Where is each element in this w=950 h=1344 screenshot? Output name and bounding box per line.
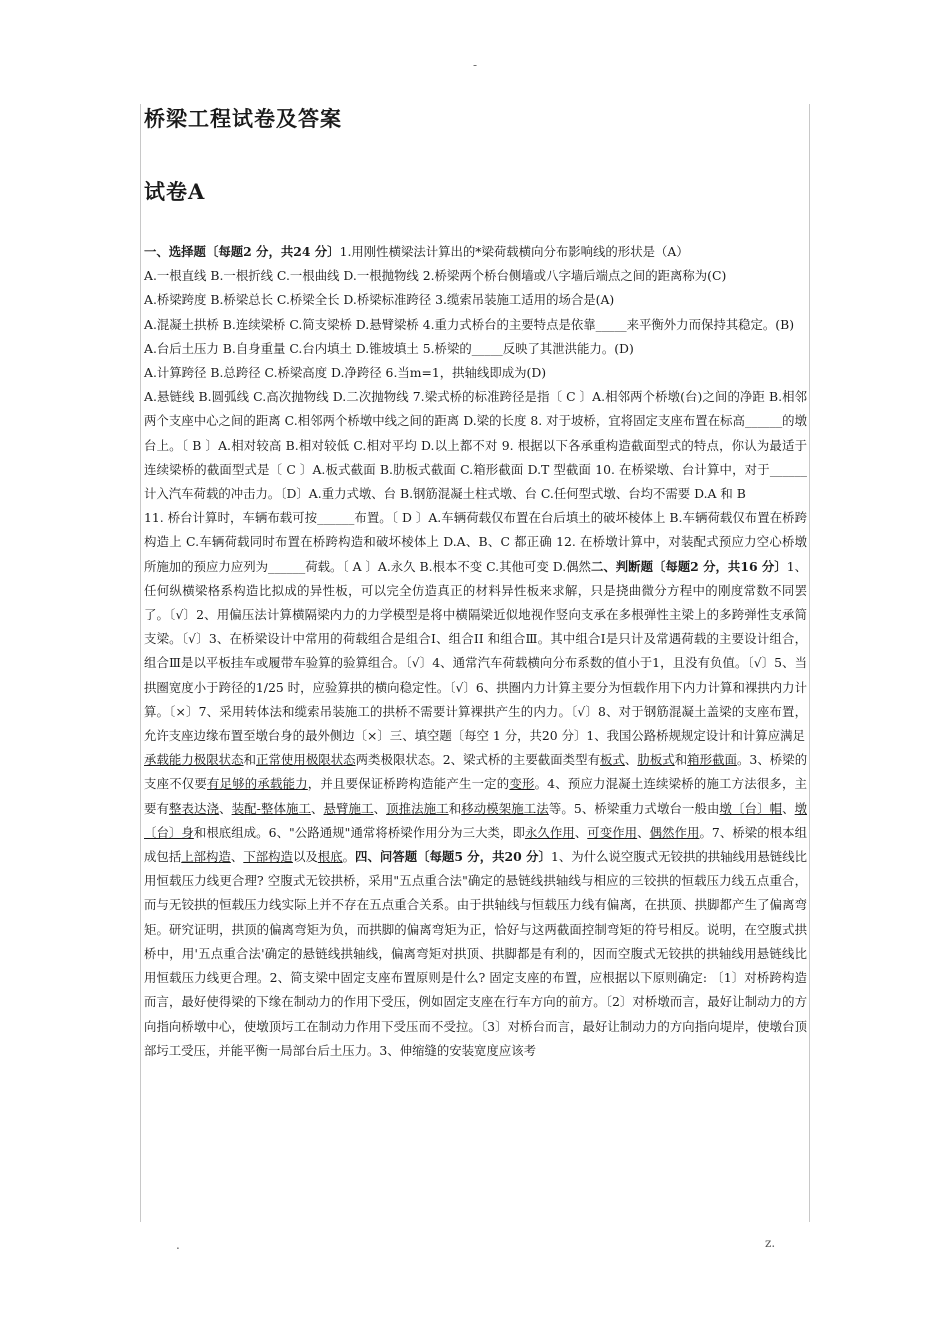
paragraph-text: 以及	[292, 849, 318, 865]
filled-answer: 箱形截面	[687, 752, 737, 768]
footer-left-mark: .	[176, 1238, 180, 1252]
paragraph-text: ，并且要保证桥跨构造能产生一定的	[307, 776, 510, 792]
filled-answer: 偶然作用	[649, 824, 700, 840]
paragraph-text: 。3、桥梁的支座不仅要	[144, 752, 808, 792]
filled-answer: 根底	[317, 849, 343, 865]
filled-answer: 正常使用极限状态	[256, 752, 356, 768]
paragraph-text: 、	[373, 800, 387, 816]
section-heading: 二、判断题〔每题2 分，共16 分〕	[590, 558, 787, 574]
paragraph	[144, 748, 807, 1063]
paragraph-text: 、	[574, 824, 588, 840]
paragraph-text: 和	[448, 800, 462, 816]
document-title: 桥梁工程试卷及答案	[144, 106, 342, 131]
paragraph-text: 1、任何纵横梁格系构造比拟成的异性板，可以完全仿造真正的材料异性板来求解，只是挠曲微分方程中的刚度常数不同罢了。〔√〕2、用偏压法计算横隔梁内力的力学模型是将中横隔梁近似地视作竖向支承在多根弹性主梁上的多跨弹性支承简支梁。〔√〕3、在桥梁设计中常用的荷载组合是组合Ⅰ、组合II 和组合Ⅲ。其中组合Ⅰ是只计及常遇荷载的主要设计组合，组合Ⅲ是以平板挂车或履带车验算的验算组合。〔√〕4、通常汽车荷载横向分布系数的值小于1，且没有负值。〔√〕5、当拱圈宽度小于跨径的1/25 时，应验算拱的横向稳定性。〔√〕6、拱圈内力计算主要分为恒载作用下内力计算和裸拱内力计算。〔×〕7、采用转体法和缆索吊装施工的拱桥不需要计算裸拱产生的内力。〔√〕8、对于钢筋混凝土盖梁的支座布置，允许支座边缘布置至墩台身的最外侧边〔×〕三、填空题〔每空 1 分，共20 分〕1、我国公路桥规规定设计和计算应满足	[144, 558, 808, 744]
filled-answer: 悬臂施工	[323, 800, 374, 816]
paragraph-text: 11. 桥台计算时，车辆布载可按______布置。〔 D 〕A.车辆荷载仅布置在台后填土的破坏棱体上 B.车辆荷载仅布置在桥跨构造上 C.车辆荷载同时布置在桥跨构造和破坏棱体上 D.A、B、C 都正确 12. 在桥墩计算中，对装配式预应力空心桥墩所施加的预应力应列为______荷载。〔 A 〕A.永久 B.根本不变 C.其他可变 D.偶然	[144, 510, 807, 574]
filled-answer: 可变作用	[587, 824, 638, 840]
paragraph-text: 。4、预应力混凝土连续梁桥的施工方法很多，主要有	[144, 776, 808, 816]
paragraph	[144, 240, 807, 264]
paragraph-text: 。	[342, 849, 356, 865]
paragraph: A.桥梁跨度 B.桥梁总长 C.桥梁全长 D.桥梁标准跨径 3.缆索吊装施工适用的场合是(A)	[144, 292, 615, 308]
paragraph-text: 1、为什么说空腹式无铰拱的拱轴线用悬链线比用恒载压力线更合理? 空腹式无铰拱桥，采用"五点重合法"确定的悬链线拱轴线与相应的三铰拱的恒载压力线五点重合，而与无铰拱的恒载压力线实际上并不存在五点重合关系。由于拱轴线与恒载压力线有偏离，在拱顶、拱脚都产生了偏离弯矩。研究证明，拱顶的偏离弯矩为负，而拱脚的偏离弯矩为正，恰好与这两截面控制弯矩的符号相反。说明，在空腹式拱桥中，用'五点重合法'确定的悬链线拱轴线，偏离弯矩对拱顶、拱脚都是有利的，因而空腹式无铰拱的拱轴线用悬链线比用恒载压力线更合理。2、简支梁中固定支座布置原则是什么? 固定支座的布置，应根据以下原则确定: 〔1〕对桥跨构造而言，最好使得梁的下缘在制动力的作用下受压，例如固定支座在行车方向的前方。〔2〕对桥墩而言，最好让制动力的方向指向桥墩中心，使墩顶圬工在制动力作用下受压而不受拉。〔3〕对桥台而言，最好让制动力的方向指向堤岸，使墩台顶部圬工受压，并能平衡一局部台后土压力。3、伸缩缝的安装宽度应该考	[144, 849, 808, 1058]
paragraph-text: 、	[637, 824, 650, 840]
paragraph-text: 。7、桥梁的根本组成包括	[144, 824, 808, 865]
paragraph: A.一根直线 B.一根折线 C.一根曲线 D.一根抛物线 2.桥梁两个桥台侧墙或八字墙后端点之间的距离称为(C)	[144, 268, 727, 284]
filled-answer: 永久作用	[524, 824, 575, 840]
paragraph-text: 和	[243, 752, 257, 768]
filled-answer: 整表达浇	[169, 800, 220, 816]
filled-answer: 板式	[600, 752, 625, 768]
filled-answer: 变形	[509, 776, 535, 792]
filled-answer: 墩〔台〕帽	[719, 800, 783, 816]
paragraph: A.台后土压力 B.自身重量 C.台内填土 D.锥坡填土 5.桥梁的_____反映了其泄洪能力。(D)	[144, 340, 634, 356]
filled-answer: 肋板式	[637, 752, 675, 768]
filled-answer: 装配-整体施工	[231, 800, 312, 816]
paragraph-text: 、	[782, 800, 795, 816]
filled-answer: 墩〔台〕身	[144, 800, 808, 840]
section-heading: 一、选择题〔每题2 分，共24 分〕	[144, 244, 340, 259]
footer-right-mark: z.	[765, 1236, 776, 1250]
paragraph-text: 和根底组成。6、"公路通规"通常将桥梁作用分为三大类，即	[193, 824, 525, 840]
paragraph-text: 两类极限状态。2、梁式桥的主要截面类型有	[355, 752, 601, 768]
filled-answer: 顶推法施工	[386, 800, 449, 816]
paragraph-text: 、	[230, 849, 244, 865]
exam-title: 试卷A	[144, 179, 206, 204]
fill-in-answers	[144, 752, 807, 864]
paragraph-text: 和	[674, 752, 688, 768]
paragraph-text: 、	[219, 800, 232, 816]
paragraph-text: 等。5、桥梁重力式墩台一般由	[548, 800, 720, 816]
filled-answer: 上部构造	[181, 849, 231, 865]
paragraph: A.悬链线 B.圆弧线 C.高次抛物线 D.二次抛物线 7.梁式桥的标准跨径是指〔 C 〕A.相邻两个桥墩(台)之间的净距 B.相邻两个支座中心之间的距离 C.相邻两个桥墩中线之间的距离 D.梁的长度 8. 对于坡桥，宜将固定支座布置在标高______的墩台上。〔 B 〕A.相对较高 B.相对较低 C.相对平均 D.以上都不对 9. 根据以下各承重构造截面型式的特点，你认为最适于连续梁桥的截面型式是〔 C 〕A.板式截面 B.肋板式截面 C.箱形截面 D.T 型截面 10. 在桥梁墩、台计算中，对于______计入汽车荷载的冲击力。〔D〕A.重力式墩、台 B.钢筋混凝土柱式墩、台 C.任何型式墩、台均不需要 D.A 和 B	[144, 389, 807, 502]
paragraph	[144, 506, 807, 748]
document-body	[144, 240, 807, 1063]
filled-answer: 下部构造	[243, 849, 293, 865]
filled-answer: 移动模架施工法	[461, 800, 549, 816]
paragraph-text: 、	[311, 800, 324, 816]
section-heading: 四、问答题〔每题5 分，共20 分〕	[355, 849, 551, 865]
paragraph-text: 、	[624, 752, 638, 768]
header-mark: -	[472, 58, 478, 72]
filled-answer: 承载能力极限状态	[144, 752, 244, 768]
paragraph: A.计算跨径 B.总跨径 C.桥梁高度 D.净跨径 6.当m=1，拱轴线即成为(D)	[144, 365, 547, 381]
filled-answer: 有足够的承载能力	[207, 776, 308, 792]
paragraph-text: 1.用刚性横梁法计算出的*梁荷载横向分布影响线的形状是（A）	[339, 244, 689, 259]
paragraph: A.混凝土拱桥 B.连续梁桥 C.简支梁桥 D.悬臂梁桥 4.重力式桥台的主要特点是依靠_____来平衡外力而保持其稳定。(B)	[144, 316, 795, 332]
